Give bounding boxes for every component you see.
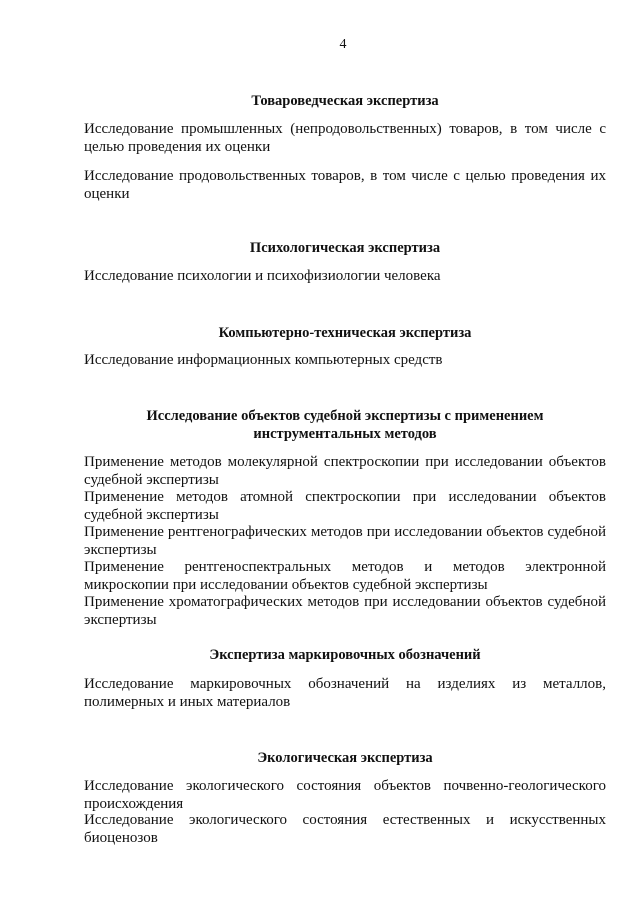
list-item: Исследование маркировочных обозначений на изделиях из металлов, полимерных и иных материалов (84, 676, 606, 710)
section-heading: Исследование объектов судебной экспертизы с применением инструментальных методов (146, 408, 544, 442)
list-item: Применение методов атомной спектроскопии при исследовании объектов судебной экспертизы (84, 489, 606, 523)
page-number: 4 (339, 37, 347, 52)
list-item: Исследование психологии и психофизиологии человека (84, 268, 441, 284)
list-item: Применение хроматографических методов при исследовании объектов судебной экспертизы (84, 594, 606, 628)
section-heading: Компьютерно-техническая экспертиза (218, 325, 472, 341)
list-item: Исследование продовольственных товаров, в том числе с целью проведения их оценки (84, 168, 606, 202)
list-item: Исследование экологического состояния объектов почвенно-геологического происхождения (84, 778, 606, 812)
list-item: Применение рентгеноспектральных методов и методов электронной микроскопии при исследовании объектов судебной экспертизы (84, 559, 606, 593)
section-heading: Товароведческая экспертиза (251, 93, 439, 109)
list-item: Исследование промышленных (непродовольственных) товаров, в том числе с целью проведения их оценки (84, 121, 606, 155)
section-heading: Экспертиза маркировочных обозначений (209, 647, 481, 663)
list-item: Исследование информационных компьютерных средств (84, 352, 443, 368)
list-item: Применение рентгенографических методов при исследовании объектов судебной экспертизы (84, 524, 606, 558)
list-item: Исследование экологического состояния естественных и искусственных биоценозов (84, 812, 606, 846)
section-heading: Психологическая экспертиза (249, 240, 441, 256)
list-item: Применение методов молекулярной спектроскопии при исследовании объектов судебной экспертизы (84, 454, 606, 488)
section-heading: Экологическая экспертиза (257, 750, 433, 766)
